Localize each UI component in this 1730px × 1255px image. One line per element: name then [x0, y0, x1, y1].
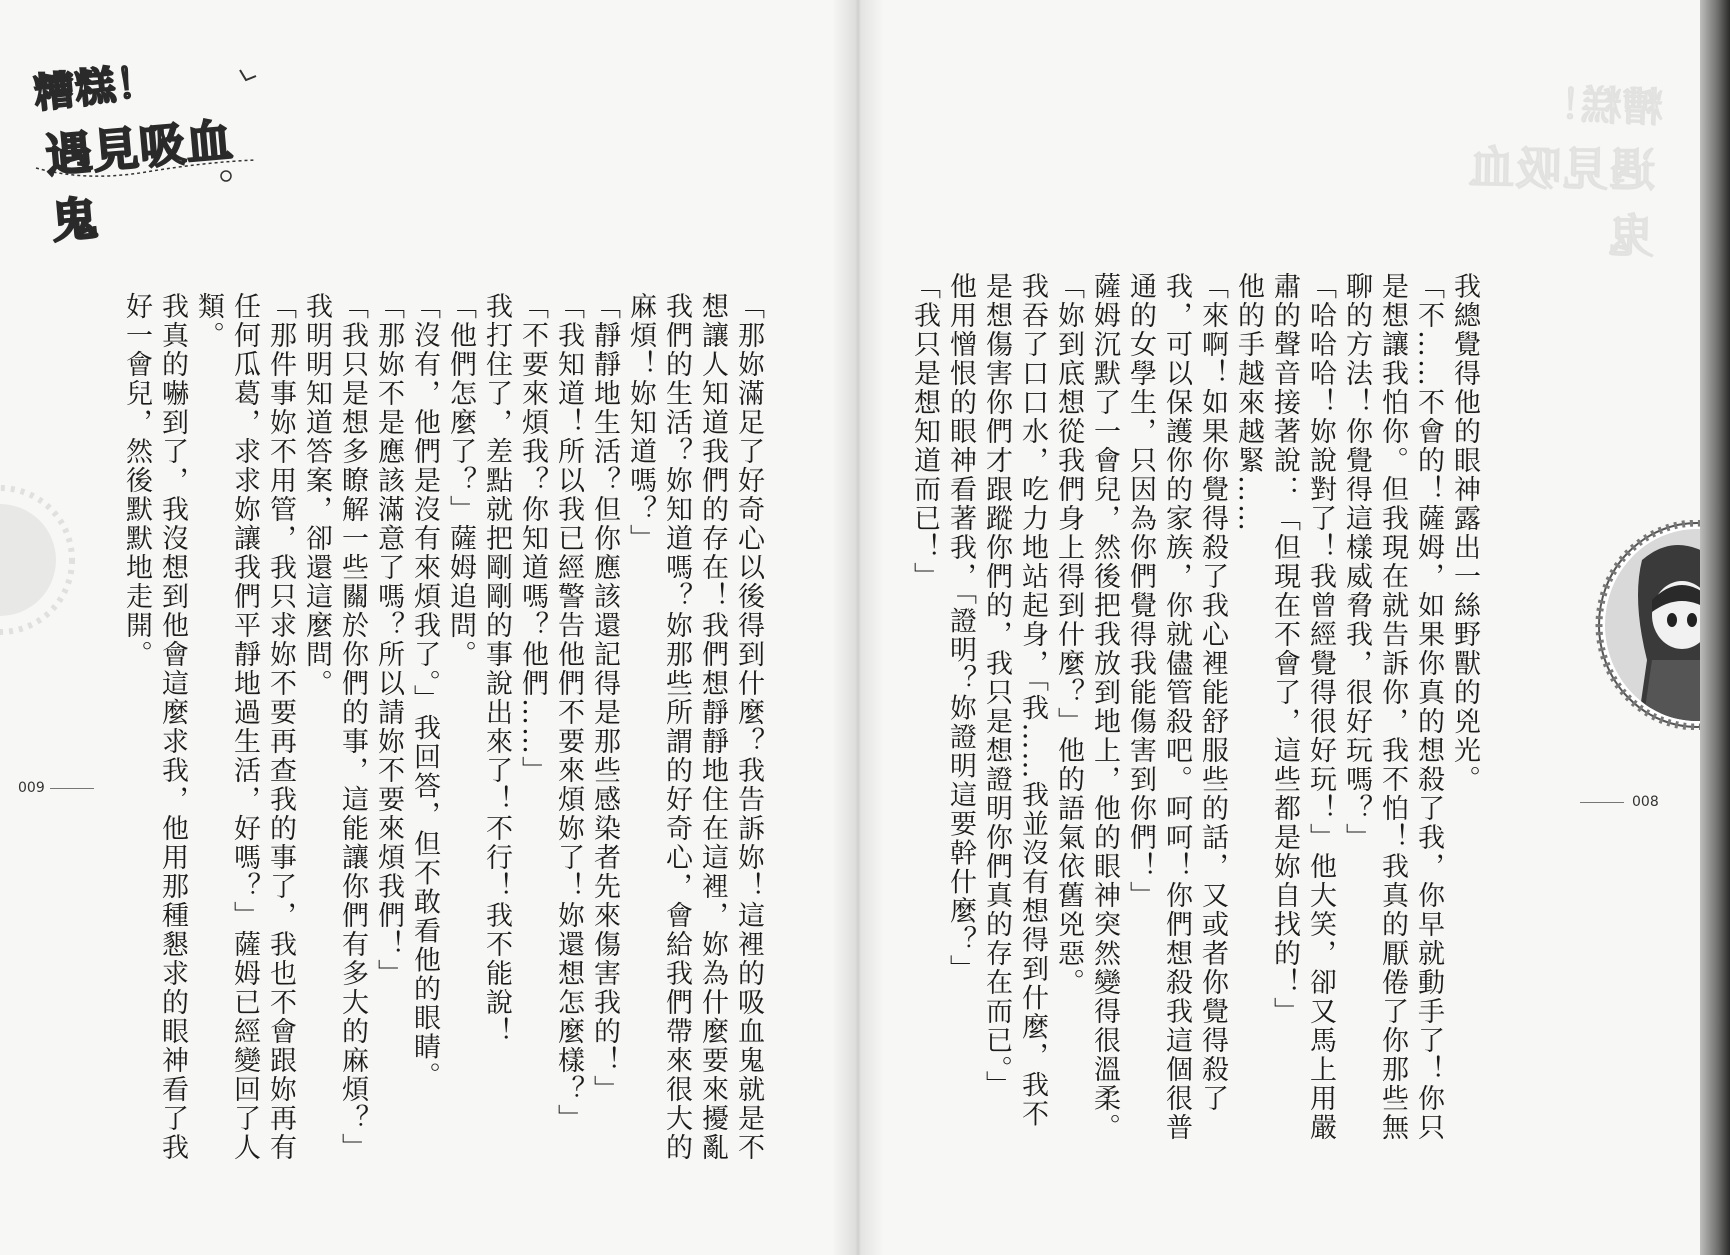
paragraph: 他用憎恨的眼神看著我，「證明？妳證明這要幹什麼？」	[945, 272, 976, 984]
faint-lace-ornament	[0, 480, 80, 640]
paragraph: 「那妳不是應該滿意了嗎？所以請妳不要來煩我們！」	[373, 292, 404, 988]
paragraph: 「哈哈哈！妳說對了！我曾經覺得很好玩！」他大笑，卻又馬上用嚴肅的聲音接著說：「但現在不會了，這些都是妳自找的！」	[1269, 272, 1336, 1142]
paragraph: 「我只是想知道而已！」	[909, 272, 940, 591]
paragraph: 「沒有，他們是沒有來煩我了。」我回答，但不敢看他的眼睛。	[409, 292, 440, 1091]
logo-title-line1: 糟糕！	[32, 58, 160, 118]
paragraph: 「不要來煩我？你知道嗎？他們……」	[517, 292, 548, 785]
paragraph: 「我知道！所以我已經警告他們不要來煩妳了！妳還想怎麼樣？」	[553, 292, 584, 1133]
paragraph: 「來啊！如果你覺得殺了我心裡能舒服些的話，又或者你覺得殺了我，可以保護你的家族，你就儘管殺吧。呵呵！你們想殺我這個很普通的女學生，只因為你們覺得我能傷害到你們！」	[1125, 272, 1228, 1142]
paragraph: 薩姆沉默了一會兒，然後把我放到地上，他的眼神突然變得很溫柔。	[1089, 272, 1120, 1142]
paragraph: 他的手越來越緊……	[1233, 272, 1264, 533]
page-edge-stack	[1700, 0, 1730, 1255]
paragraph: 「那妳滿足了好奇心以後得到什麼？我告訴妳！這裡的吸血鬼就是不想讓人知道我們的存在！我們想靜靜地住在這裡，妳為什麼要來擾亂我們的生活？妳知道嗎？妳那些所謂的好奇心，會給我們帶來很大的麻煩！妳知道嗎？」	[625, 292, 764, 1162]
paragraph: 我真的嚇到了，我沒想到他會這麼求我，他用那種懇求的眼神看了我好一會兒，然後默默地走開。	[121, 292, 188, 1162]
paragraph: 我吞了口口水，吃力地站起身，「我……我並沒有想得到什麼，我不是想傷害你們才跟蹤你們的，我只是想證明你們真的存在而已。」	[981, 272, 1048, 1129]
logo-title-line2: 遇見吸血鬼	[43, 112, 236, 249]
left-page	[0, 0, 859, 1255]
paragraph: 「妳到底想從我們身上得到什麼？」他的語氣依舊兇惡。	[1053, 272, 1084, 997]
paragraph: 「不……不會的！薩姆，如果你真的想殺了我，你早就動手了！你只是想讓我怕你。但我現在就告訴你，我不怕！我真的厭倦了你那些無聊的方法！你覺得這樣威脅我，很好玩嗎？」	[1341, 272, 1444, 1142]
page-number-left: 009	[18, 780, 45, 796]
paragraph: 「那件事妳不用管，我只求妳不要再查我的事了，我也不會跟妳再有任何瓜葛，求求妳讓我們平靜地過生活，好嗎？」薩姆已經變回了人類。	[193, 292, 296, 1162]
paragraph: 我總覺得他的眼神露出一絲野獸的兇光。	[1449, 272, 1480, 794]
left-page-text	[118, 292, 766, 1162]
right-page-text	[906, 272, 1482, 1142]
series-logo	[26, 50, 276, 249]
paragraph: 「靜靜地生活？但你應該還記得是那些感染者先來傷害我的！」	[589, 292, 620, 1104]
paragraph: 「他們怎麼了？」薩姆追問。	[445, 292, 476, 669]
show-through-logo: 糟糕！ 遇見吸血鬼	[1467, 81, 1664, 264]
paragraph: 我打住了，差點就把剛剛的事說出來了！不行！我不能說！	[481, 292, 512, 1046]
paragraph: 「我只是想多瞭解一些關於你們的事，這能讓你們有多大的麻煩？」我明明知道答案，卻還這麼問。	[301, 292, 368, 1162]
book-gutter	[832, 0, 884, 1255]
page-number-right: 008	[1632, 794, 1659, 810]
